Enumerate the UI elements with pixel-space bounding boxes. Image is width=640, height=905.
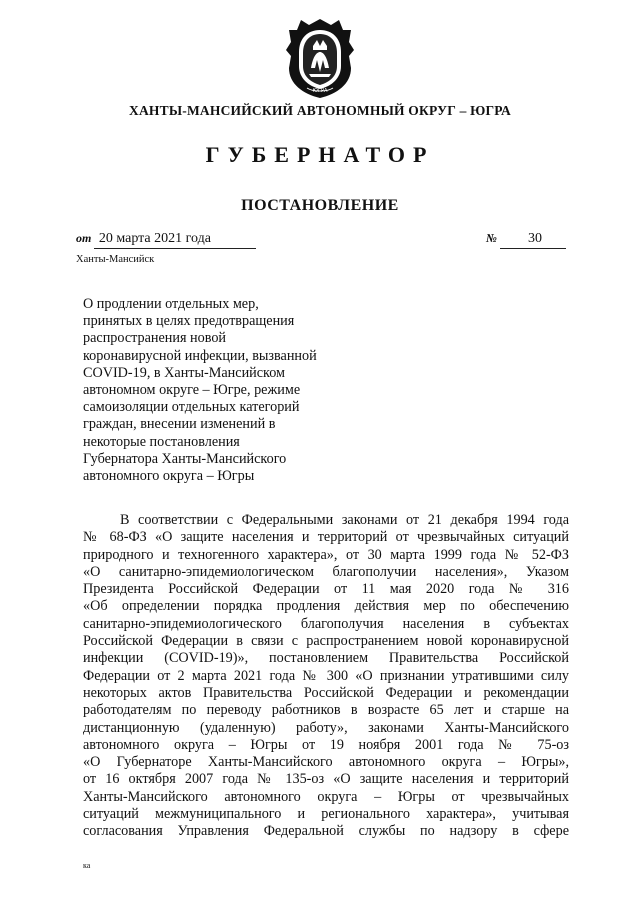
body-line: «О Губернаторе Ханты-Мансийского автономного округа – Югры», <box>83 754 569 771</box>
title-line: некоторые постановления <box>83 433 240 450</box>
body-line: Ханты-Мансийского автономного округа – Югры от чрезвычайных <box>83 788 569 805</box>
body-line: согласования Управления Федеральной службы по надзору в сфере <box>83 823 569 840</box>
body-line: Президента Российской Федерации от 11 мая 2020 года № 316 <box>83 581 569 598</box>
body-line: санитарно-эпидемиологического благополучия населения в субъектах <box>83 615 569 632</box>
title-line: автономном округе – Югре, режиме <box>83 382 301 399</box>
svg-text:ЮГРА: ЮГРА <box>312 88 328 94</box>
body-line: «О санитарно-эпидемиологическом благополучии населения», Указом <box>83 563 569 580</box>
footer-mark: ка <box>83 861 91 870</box>
date-prefix: от <box>76 231 92 245</box>
body-line: № 68-ФЗ «О защите населения и территорий от чрезвычайных ситуаций <box>83 529 569 546</box>
title-line: коронавирусной инфекции, вызванной <box>83 347 317 364</box>
body-line: Российской Федерации в связи с распространением новой коронавирусной <box>83 633 569 650</box>
title-line: COVID-19, в Ханты-Мансийском <box>83 364 286 381</box>
body-line: ситуаций межмуниципального и регионального характера», учитывая <box>83 806 569 823</box>
date-value: 20 марта 2021 года <box>98 231 211 246</box>
body-line: инфекции (COVID-19)», постановлением Правительства Российской <box>83 650 569 667</box>
body-line: некоторых актов Правительства Российской Федерации и рекомендации <box>83 684 569 701</box>
title-line: О продлении отдельных мер, <box>83 296 259 312</box>
body-line: природного и техногенного характера», от 30 марта 1999 года № 52-ФЗ <box>83 546 569 563</box>
body-line: В соответствии с Федеральными законами от 21 декабря 1994 года <box>120 512 569 528</box>
body-line: от 16 октября 2007 года № 135-оз «О защите населения и территорий <box>83 771 569 788</box>
region-name: ХАНТЫ-МАНСИЙСКИЙ АВТОНОМНЫЙ ОКРУГ – ЮГРА <box>129 103 511 118</box>
document-type-heading: ПОСТАНОВЛЕНИЕ <box>241 197 399 214</box>
number-underline <box>500 248 566 249</box>
title-line: принятых в целях предотвращения <box>83 313 295 330</box>
decree-title <box>83 296 373 485</box>
title-line: автономного округа – Югры <box>83 468 255 485</box>
governor-heading: ГУБЕРНАТОР <box>205 142 435 167</box>
body-line: автономного округа – Югры от 19 ноября 2001 года № 75-оз <box>83 736 569 753</box>
coat-of-arms-emblem <box>283 16 357 100</box>
decree-date <box>76 231 256 251</box>
body-line: работодателям по переводу работников в возрасте 65 лет и старше на <box>83 702 569 719</box>
body-line: дистанционную (удаленную) работу», законами Ханты-Мансийского <box>83 719 569 736</box>
title-line: граждан, внесении изменений в <box>83 416 276 433</box>
body-line: «Об определении порядка продления действия мер по обеспечению <box>83 598 569 615</box>
number-sign: № <box>486 231 497 245</box>
title-line: самоизоляции отдельных категорий <box>83 399 300 416</box>
number-value: 30 <box>528 231 542 246</box>
body-line: Федерации от 2 марта 2021 года № 300 «О признании утратившими силу <box>83 667 569 684</box>
decree-body <box>83 512 569 841</box>
date-underline <box>94 248 256 249</box>
title-line: Губернатора Ханты-Мансийского <box>83 450 287 467</box>
city-name: Ханты-Мансийск <box>76 254 155 265</box>
title-line: распространения новой <box>83 330 227 347</box>
decree-number <box>486 231 566 251</box>
